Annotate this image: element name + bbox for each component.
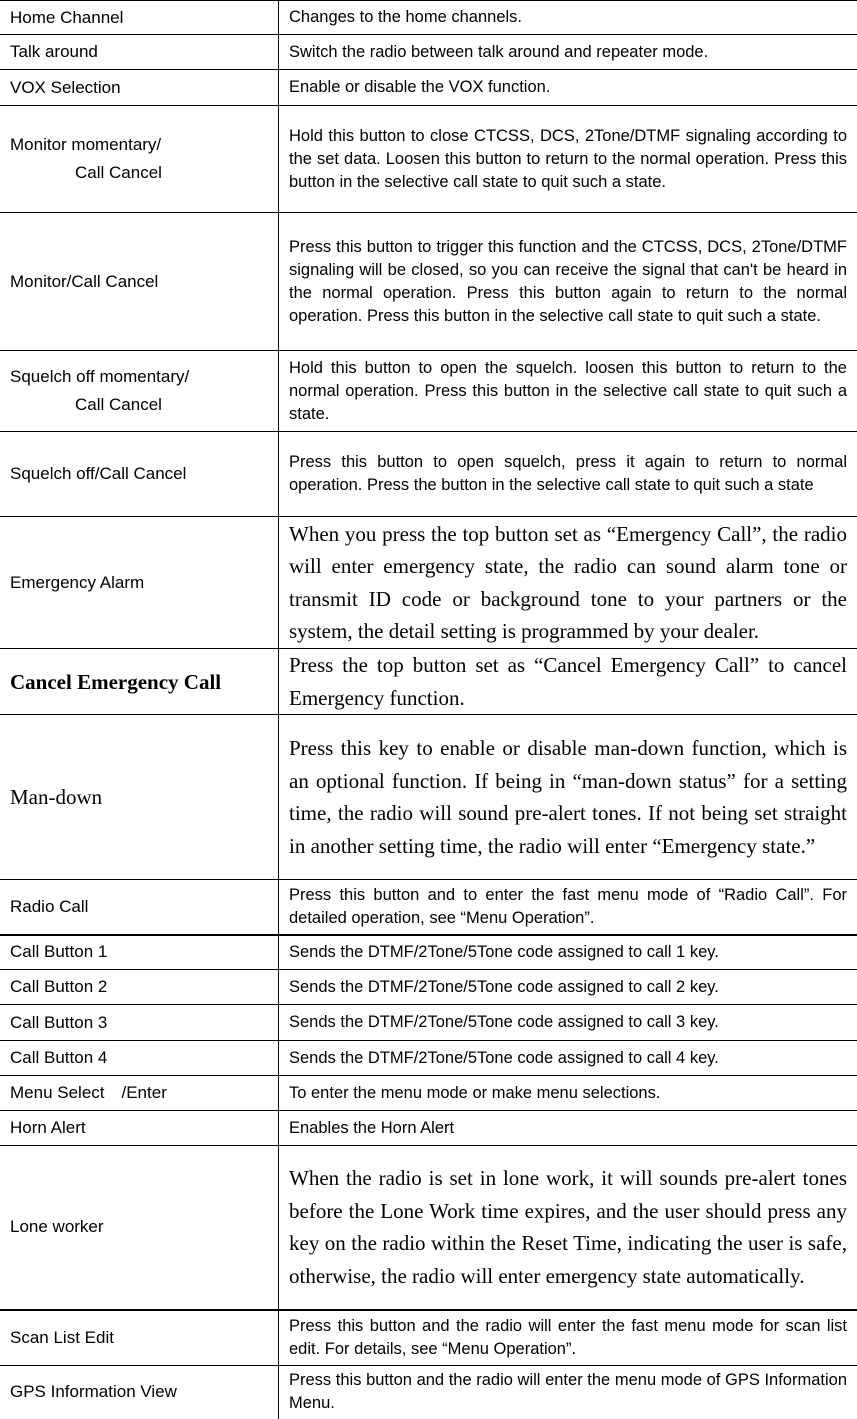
table-row — [0, 1111, 857, 1146]
table-row — [0, 432, 857, 517]
table-row — [0, 351, 857, 432]
function-name: Emergency Alarm — [0, 517, 279, 649]
function-name: VOX Selection — [0, 70, 279, 106]
function-description: When you press the top button set as “Emergency Call”, the radio will enter emergency state, the radio can sound alarm tone or transmit ID code or background tone to your partners or the system, the detail setting is programmed by your dealer. — [279, 517, 857, 649]
function-name — [0, 106, 279, 213]
function-description: Sends the DTMF/2Tone/5Tone code assigned to call 2 key. — [279, 970, 857, 1005]
function-description: Sends the DTMF/2Tone/5Tone code assigned to call 1 key. — [279, 935, 857, 970]
function-description: Hold this button to close CTCSS, DCS, 2Tone/DTMF signaling according to the set data. Loosen this button to return to the normal operation. Press this button in the selective call state to quit such a state. — [279, 106, 857, 213]
table-row — [0, 213, 857, 351]
function-name-line2: Call Cancel — [10, 159, 268, 187]
function-name: Horn Alert — [0, 1111, 279, 1146]
table-row — [0, 1146, 857, 1310]
table-row — [0, 1310, 857, 1366]
function-name — [0, 351, 279, 432]
table-row — [0, 1366, 857, 1419]
function-description: Changes to the home channels. — [279, 1, 857, 35]
function-name: Call Button 4 — [0, 1041, 279, 1076]
function-name: Lone worker — [0, 1146, 279, 1310]
function-name: Call Button 1 — [0, 935, 279, 970]
table-row — [0, 1076, 857, 1111]
table-row — [0, 70, 857, 106]
function-description: Press the top button set as “Cancel Emergency Call” to cancel Emergency function. — [279, 649, 857, 715]
function-name: Squelch off/Call Cancel — [0, 432, 279, 517]
function-description: Sends the DTMF/2Tone/5Tone code assigned to call 4 key. — [279, 1041, 857, 1076]
function-description: Press this button and to enter the fast menu mode of “Radio Call”. For detailed operation, see “Menu Operation”. — [279, 880, 857, 935]
function-name: Radio Call — [0, 880, 279, 935]
function-description: Press this button and the radio will enter the fast menu mode for scan list edit. For details, see “Menu Operation”. — [279, 1310, 857, 1366]
function-description: Sends the DTMF/2Tone/5Tone code assigned to call 3 key. — [279, 1005, 857, 1041]
function-name: Monitor/Call Cancel — [0, 213, 279, 351]
function-name-line1: Squelch off momentary/ — [10, 363, 268, 391]
table-row — [0, 35, 857, 70]
function-description: Enables the Horn Alert — [279, 1111, 857, 1146]
function-name: GPS Information View — [0, 1366, 279, 1419]
function-name: Scan List Edit — [0, 1310, 279, 1366]
function-name: Talk around — [0, 35, 279, 70]
function-name: Home Channel — [0, 1, 279, 35]
function-description: Enable or disable the VOX function. — [279, 70, 857, 106]
table-row — [0, 1, 857, 35]
table-row — [0, 970, 857, 1005]
function-name: Cancel Emergency Call — [0, 649, 279, 715]
function-description: Press this key to enable or disable man-down function, which is an optional function. If being in “man-down status” for a setting time, the radio will sound pre-alert tones. If not being set straight in another setting time, the radio will enter “Emergency state.” — [279, 715, 857, 880]
function-description: To enter the menu mode or make menu selections. — [279, 1076, 857, 1111]
function-name: Call Button 2 — [0, 970, 279, 1005]
table-row — [0, 935, 857, 970]
function-name-line1: Monitor momentary/ — [10, 131, 268, 159]
function-description: Press this button to trigger this function and the CTCSS, DCS, 2Tone/DTMF signaling will be closed, so you can receive the signal that can't be heard in the normal operation. Press this button again to return to the normal operation. Press this button in the selective call state to quit such a state. — [279, 213, 857, 351]
table-row — [0, 1005, 857, 1041]
function-name-line2: Call Cancel — [10, 391, 268, 419]
function-description: Press this button to open squelch, press it again to return to normal operation. Press the button in the selective call state to quit such a state — [279, 432, 857, 517]
function-description: Switch the radio between talk around and repeater mode. — [279, 35, 857, 70]
table-row — [0, 715, 857, 880]
function-name: Man-down — [0, 715, 279, 880]
function-name: Menu Select /Enter — [0, 1076, 279, 1111]
table-row — [0, 880, 857, 935]
table-row — [0, 517, 857, 649]
function-description: When the radio is set in lone work, it will sounds pre-alert tones before the Lone Work time expires, and the user should press any key on the radio within the Reset Time, indicating the user is safe, otherwise, the radio will enter emergency state automatically. — [279, 1146, 857, 1310]
table-row — [0, 1041, 857, 1076]
table-row — [0, 649, 857, 715]
function-description: Press this button and the radio will enter the menu mode of GPS Information Menu. — [279, 1366, 857, 1419]
function-name: Call Button 3 — [0, 1005, 279, 1041]
table-row — [0, 106, 857, 213]
function-description: Hold this button to open the squelch. loosen this button to return to the normal operation. Press this button in the selective call state to quit such a state. — [279, 351, 857, 432]
